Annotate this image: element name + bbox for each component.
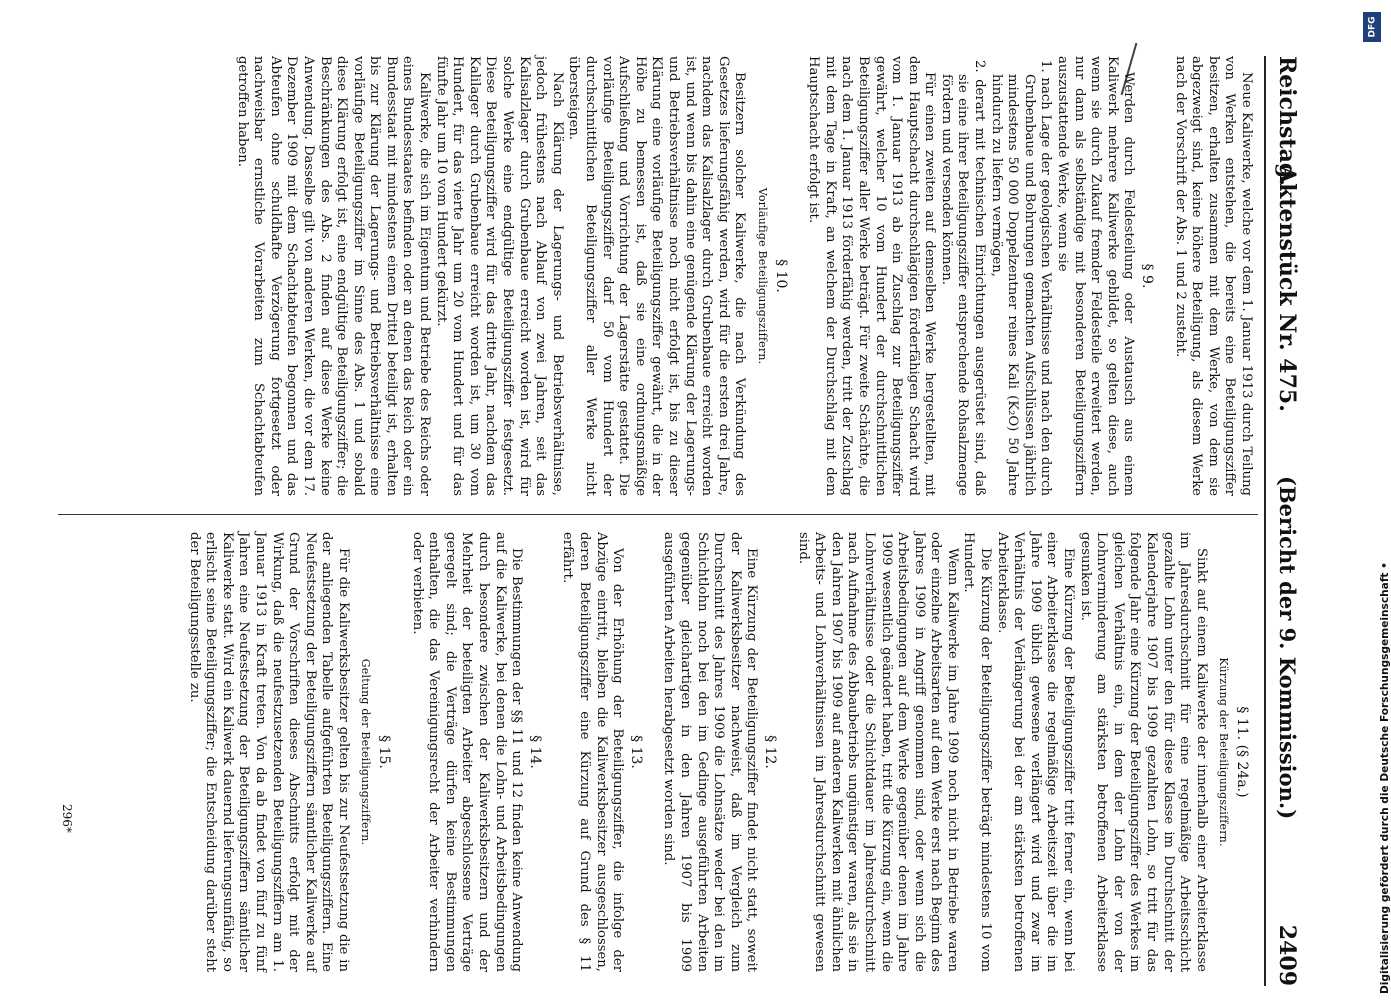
paragraph: Für einen zweiten auf demselben Werke hergestellten, mit dem Hauptschacht durchschlägigen förderfähigen Schacht wird vom 1. Januar 1913 ab ein Zuschlag zur Beteiligungsziffer gewährt, welcher 10 vom Hundert der durchschnittlichen Beteiligungsziffer aller Werke beträgt. Für zweite Schächte, die nach dem 1. Januar 1913 förderfähig werden, tritt der Zuschlag mit dem Tage in Kraft, an welchem der Durchschlag mit dem Hauptschacht erfolgt ist. (806, 56, 938, 496)
page-number: 2409 (1274, 924, 1300, 986)
paragraph: Die Kürzung der Beteiligungsziffer beträgt mindestens 10 vom Hundert. (961, 532, 994, 972)
right-column (64, 532, 1254, 972)
section-subtitle: Vorläufige Beteiligungsziffern. (755, 187, 769, 365)
header-reichstag: Reichstag. (1274, 56, 1300, 186)
section-heading-12: § 12. (761, 735, 778, 769)
section-heading-15: § 15. (376, 735, 393, 769)
paragraph: Sinkt auf einem Kaliwerke der innerhalb einer Arbeiterklasse im Jahresdurchschnitt für eine regelmäßige Arbeitsschicht gezahlte Lohn unter den für diese Klasse im Durchschnitt der Kalenderjahre 1907 bis 1909 gezahlten Lohn, so tritt für das folgende Jahr eine Kürzung der Beteiligungsziffer des Werkes im gleichen Verhältnis ein, in dem der Lohn der von der Lohnverminderung am stärksten betroffenen Arbeiterklasse gesunken ist. (1077, 532, 1209, 972)
paragraph: Kaliwerke, die sich im Eigentum und Betriebe des Reichs oder eines Bundesstaates befinden oder an denen das Reich oder ein Bundesstaat mit mindestens einem Drittel beteiligt ist, erhalten bis zur Klärung der Lagerungs- und Betriebsverhältnisse eine vorläufige Beteiligungsziffer im Sinne des Abs. 1 und sobald diese Klärung erfolgt ist, eine endgültige Beteiligungsziffer; die Beschränkungen des Abs. 2 finden auf diese Werke keine Anwendung. Dasselbe gilt von anderen Werken, die vor dem 17. Dezember 1909 mit dem Schachtabteufen begonnen und das Abteufen ohne schuldhafte Verzögerung fortgesetzt oder nachweisbar ernstliche Vorarbeiten zum Schachtabteufen getroffen haben. (234, 56, 433, 496)
paragraph: Nach Klärung der Lagerungs- und Betriebsverhältnisse, jedoch frühestens nach Ablauf von zwei Jahren, seit das Kalisalzlager durch Grubenbaue erreicht worden ist, wird für solche Werke eine endgültige Beteiligungsziffer festgesetzt. Diese Beteiligungsziffer wird für das dritte Jahr, nachdem das Kalilager durch Grubenbaue erreicht worden ist, um 30 vom Hundert, für das vierte Jahr um 20 vom Hundert und für das fünfte Jahr um 10 vom Hundert gekürzt. (433, 56, 565, 496)
signature-mark: 296* (60, 804, 74, 833)
dfg-logo-text: DFG (1367, 16, 1378, 38)
paragraph: Die Bestimmungen der §§ 11 und 12 finden keine Anwendung auf die Kaliwerke, bei denen die Lohn- und Arbeitsbedingungen durch besondere zwischen der Kaliwerksbesitzern und der Mehrheit der beteiligten Arbeiter abgeschlossene Verträge geregelt sind; die Verträge dürfen keine Bestimmungen enthalten, die das Vereinigungsrecht der Arbeiter verhindern oder verbieten. (409, 532, 525, 972)
section-heading-14: § 14. (526, 735, 543, 769)
section-heading-13: § 13. (627, 735, 644, 769)
rotated-document (16, 56, 1306, 986)
paragraph: Eine Kürzung der Beteiligungsziffer tritt ferner ein, wenn bei einer Arbeiterklasse die regelmäßige Arbeitszeit über die im Jahre 1909 üblich gewesene verlängert wird und zwar im Verhältnis der Verlängerung bei der am stärksten betroffenen Arbeiterklasse. (994, 532, 1077, 972)
list-item: 1. nach Lage der geologischen Verhältnisse und nach den durch Grubenbaue und Bohrungen gemachten Aufschlüssen jährlich mindestens 50 000 Doppelzentner reines Kali (K₂O) 50 Jahre hindurch zu liefern vermögen, (988, 60, 1054, 496)
section-heading-11: § 11. (§ 24a.) (1234, 706, 1250, 798)
header-bericht: (Bericht der 9. Kommission.) (1275, 476, 1300, 820)
paragraph: Von der Erhöhung der Beteiligungsziffer, die infolge der Abzüge eintritt, bleiben die Kaliwerksbesitzer ausgeschlossen, deren Beteiligungsziffer eine Kürzung auf Grund des § 11 erfährt. (560, 532, 626, 972)
paragraph: Besitzern solcher Kaliwerke, die nach Verkündung des Gesetzes lieferungsfähig werden, wird für die ersten drei Jahre, nachdem das Kalisalzlager durch Grubenbaue erreicht worden ist, und wenn bis dahin eine genügende Klärung der Lagerungs- und Betriebsverhältnisse noch nicht erfolgt ist, bis zu dieser Klärung eine vorläufige Beteiligungsziffer gewährt, die in der Höhe zu bemessen ist, daß sie eine ordnungsmäßige Aufschließung und Vorrichtung der Lagerstätte gestattet. Die vorläufige Beteiligungsziffer darf 50 vom Hundert der durchschnittlichen Beteiligungsziffer aller Werke nicht übersteigen. (566, 56, 748, 496)
page-header (1264, 56, 1306, 986)
section-heading-9: § 9. (1139, 263, 1156, 289)
section-subtitle: Geltung der Beteiligungsziffern. (359, 658, 373, 846)
paragraph: Wenn Kaliwerke im Jahre 1909 noch nicht in Betriebe waren oder einzelne Arbeitsarten auf dem Werke erst nach Beginn des Jahres 1909 in Angriff genommen sind, oder wenn sich die Arbeitsbedingungen auf dem Werke gegenüber denen im Jahre 1909 wesentlich geändert haben, tritt die Kürzung ein, wenn die Lohnverhältnisse oder die Schichtdauer im Jahresdurchschnitt nach Aufnahme des Abbaubetriebs ungünstiger waren, als sie in den Jahren 1907 bis 1909 auf anderen Kaliwerken mit ähnlichen Arbeits- und Lohnverhältnissen im Jahresdurchschnitt gewesen sind. (795, 532, 960, 972)
section-subtitle: Kürzung der Beteiligungsziffern. (1217, 657, 1231, 847)
header-aktenstueck: Aktenstück Nr. 475. (1274, 166, 1300, 412)
column-divider (58, 514, 1258, 515)
paragraph: Neue Kaliwerke, welche vor dem 1. Januar 1913 durch Teilung von Werken entstehen, die bereits eine Beteiligungsziffer besitzen, erhalten zusammen mit dem Werke, von dem sie abgezweigt sind, keine höhere Beteiligung, als diesem Werke nach der Vorschrift der Abs. 1 und 2 zusteht. (1172, 56, 1254, 496)
list-item: 2. derart mit technischen Einrichtungen ausgerüstet sind, daß sie eine ihrer Beteiligungsziffer entsprechende Rohsalzmenge fördern und versenden können. (938, 60, 988, 496)
left-column (64, 56, 1254, 496)
section-heading-10: § 10. (772, 259, 789, 293)
paragraph: Eine Kürzung der Beteiligungsziffer findet nicht statt, soweit der Kaliwerksbesitzer nachweist, daß im Vergleich zum Durchschnitt des Jahres 1909 die Lohnsätze weder bei den im Schichtlohn noch bei den im Gedinge ausgeführten Arbeiten gegenüber gleichartigen in den Jahren 1907 bis 1909 ausgeführten Arbeiten herabgesetzt worden sind. (661, 532, 760, 972)
paragraph: Für die Kaliwerksbesitzer gelten bis zur Neufestsetzung die in der anliegenden Tabelle aufgeführten Beteiligungsziffern. Eine Neufestsetzung der Beteiligungsziffern sämtlicher Kaliwerke auf Grund der Vorschriften dieses Abschnitts erfolgt mit der Wirkung, daß die neufestzusetzenden Beteiligungsziffern am 1. Januar 1913 in Kraft treten. Von da ab findet von fünf zu fünf Jahren eine Neufestsetzung der Beteiligungsziffern sämtlicher Kaliwerke statt. Wird ein Kaliwerk dauernd lieferungsunfähig, so erlischt seine Beteiligungsziffer; die Entscheidung darüber steht der Beteiligungsstelle zu. (186, 532, 351, 972)
dfg-credit-strip (1357, 8, 1391, 994)
paragraph: Werden durch Feldesteilung oder Austausch aus einem Kaliwerk mehrere Kaliwerke gebildet, so gelten diese, auch wenn sie durch Zukauf fremder Feldesteile erweitert werden, nur dann als selbständige mit besonderen Beteiligungsziffern auszustattende Werke, wenn sie (1055, 56, 1137, 496)
dfg-credit-text: Digitalisierung gefördert durch die Deutsche Forschungsgemeinschaft • (1379, 562, 1391, 994)
